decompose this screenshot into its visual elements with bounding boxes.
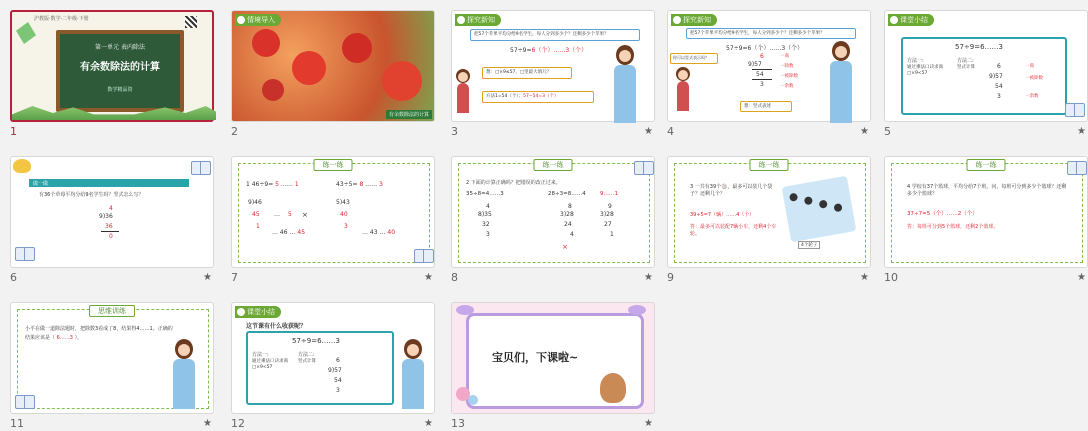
speech-bubble: 你可以竖式表示吗？ bbox=[670, 53, 718, 64]
book-icon bbox=[1065, 103, 1085, 117]
slide-1-top-label: 沪教版·数学·二年级·下册 bbox=[34, 16, 89, 22]
slide-10-canvas: 练一练 4 学校有37个篮球，平均分给7个班，问，每班可分到多少个篮球？还剩多少个篮球？ 37÷7=5（个）……2（个） 答：每班可分到5个篮球，还剩2个篮球。 bbox=[884, 156, 1088, 268]
mascot-icon bbox=[13, 159, 31, 173]
slide-thumb-10[interactable] bbox=[884, 156, 1088, 284]
slide-4-canvas: 探究新知 把57个苹果平均分给9名学生，每人分到多少个？还剩多少个苹果？ 57÷9=6（个）……3（个） 你可以竖式表示吗？ 6 9)57 54 3 一商 一除数 一被除数 一余数 想：竖式表述 bbox=[667, 10, 871, 122]
star-icon[interactable]: ★ bbox=[1077, 272, 1086, 283]
slide-9-title: 练一练 bbox=[750, 159, 789, 171]
apple-image bbox=[292, 51, 326, 85]
slide-12-canvas: 课堂小结 这节课有什么收获呢？ 57÷9=6……3 方法一: 通过乘法口诀求商 □×9<57 方法二: 竖式计算 6 9)57 54 3 bbox=[231, 302, 435, 414]
slide-5-canvas: 课堂小结 57÷9=6……3 方法一: 通过乘法口诀求商 □×9<57 方法二: 竖式计算 6 9)57 54 3 一商 一被除数 一余数 bbox=[884, 10, 1088, 122]
question-text: 小平在做一道除法题时，把除数3看成了8，结果得4……1。正确的结果应该是（ 6……3 ）。 bbox=[25, 326, 173, 341]
slide-number: 3 bbox=[451, 125, 458, 138]
slide-1-title: 有余数除法的计算 bbox=[80, 62, 160, 73]
slide-4-header: 探究新知 bbox=[671, 14, 717, 26]
ruler-icon bbox=[16, 22, 36, 44]
quotient: 6 bbox=[760, 53, 764, 60]
qr-code-icon bbox=[185, 16, 197, 28]
book-icon bbox=[15, 395, 35, 409]
slide-number: 1 bbox=[10, 125, 17, 138]
apple-image bbox=[262, 79, 284, 101]
slide-number: 8 bbox=[451, 271, 458, 284]
equation: 57÷9=6……3 bbox=[292, 337, 340, 345]
slide-2-header: 情境导入 bbox=[235, 14, 281, 26]
end-message: 宝贝们，下课啦~ bbox=[492, 351, 579, 364]
slide-thumb-5[interactable] bbox=[884, 10, 1088, 138]
slide-number: 11 bbox=[10, 417, 24, 430]
slide-number: 7 bbox=[231, 271, 238, 284]
question-text: 3 一共有39个🏐，最多可以装几个袋子？还剩几个？ bbox=[690, 184, 773, 197]
book-icon bbox=[15, 247, 35, 261]
slide-number: 12 bbox=[231, 417, 245, 430]
slide-8-title: 练一练 bbox=[534, 159, 573, 171]
star-icon[interactable]: ★ bbox=[203, 418, 212, 429]
dashed-frame bbox=[238, 163, 430, 263]
slide-number: 4 bbox=[667, 125, 674, 138]
slide-thumb-7[interactable] bbox=[231, 156, 435, 284]
slide-1-canvas bbox=[10, 10, 214, 122]
slide-12-header: 课堂小结 bbox=[235, 306, 281, 318]
slide-13-canvas bbox=[451, 302, 655, 414]
question-text: 把57个苹果平均分给9名学生，每人分到多少个？还剩多少个苹果？ bbox=[474, 32, 609, 37]
slide-8-canvas: 练一练 2 下面的计算正确吗？把错误的改正过来。 35÷8=4……3 28÷3=8……4 9……1 4 8)35 32 3 8 3)28 24 4 × 9 3)28 27 1 bbox=[451, 156, 655, 268]
star-icon[interactable]: ★ bbox=[424, 272, 433, 283]
dividend: 9)57 bbox=[748, 61, 762, 68]
slide-1-subtitle: 数学精品资 bbox=[107, 87, 133, 93]
slide-2-canvas bbox=[231, 10, 435, 122]
slide-number: 10 bbox=[884, 271, 898, 284]
question-text: 4 学校有37个篮球，平均分给7个班，问，每班可分到多少个篮球？还剩多少个篮球？ bbox=[907, 184, 1067, 197]
question-text: 2 下面的计算正确吗？把错误的改正过来。 bbox=[466, 180, 561, 186]
calc-box: 方法1=54（个）；57−54=3（个） bbox=[482, 91, 594, 103]
tag-bar: 做一做 bbox=[29, 179, 189, 187]
apple-image bbox=[252, 29, 280, 57]
book-icon bbox=[1067, 161, 1087, 175]
balloon-icon bbox=[468, 395, 478, 405]
slide-thumb-4[interactable] bbox=[667, 10, 871, 138]
question-text: 这节课有什么收获呢？ bbox=[246, 323, 307, 330]
wheels-image bbox=[782, 176, 857, 243]
slide-number: 9 bbox=[667, 271, 674, 284]
slide-5-header: 课堂小结 bbox=[888, 14, 934, 26]
slide-number: 2 bbox=[231, 125, 238, 138]
book-icon bbox=[414, 249, 434, 263]
slide-thumb-8[interactable] bbox=[451, 156, 655, 284]
slide-number: 6 bbox=[10, 271, 17, 284]
slide-11-canvas bbox=[10, 302, 214, 414]
apple-image bbox=[342, 33, 372, 63]
slide-thumb-12[interactable] bbox=[231, 302, 435, 430]
slide-9-canvas: 练一练 3 一共有39个🏐，最多可以装几个袋子？还剩几个？ 39÷5=7（辆）……4（个） 答：最多可以装配7辆小车，还剩4个车轮。 4个轮子 bbox=[667, 156, 871, 268]
star-icon[interactable]: ★ bbox=[203, 272, 212, 283]
slide-6-canvas: 做一做 有36个草莓平均分给9名学生吗？竖式怎么写？ 4 9)36 36 0 bbox=[10, 156, 214, 268]
equation: 57÷9=6……3 bbox=[955, 43, 1003, 51]
equation: 57÷9=6（个）……3（个） bbox=[726, 45, 804, 52]
slide-7-title: 练一练 bbox=[314, 159, 353, 171]
slide-thumb-13[interactable] bbox=[451, 302, 655, 430]
star-icon[interactable]: ★ bbox=[644, 418, 653, 429]
slide-thumb-11[interactable] bbox=[10, 302, 214, 430]
think-text: 想：竖式表述 bbox=[744, 104, 771, 109]
slide-2-caption: 有余数除法的计算 bbox=[386, 110, 432, 119]
slide-11-title: 思维训练 bbox=[89, 305, 135, 317]
think-box bbox=[482, 67, 572, 79]
apple-image bbox=[382, 61, 422, 101]
slide-10-title: 练一练 bbox=[967, 159, 1006, 171]
equation: 57÷9=6（个）……3（个） bbox=[510, 47, 588, 54]
slide-thumb-2[interactable] bbox=[231, 10, 435, 138]
slide-thumb-6[interactable] bbox=[10, 156, 214, 284]
book-icon bbox=[191, 161, 211, 175]
slide-number: 13 bbox=[451, 417, 465, 430]
question-box bbox=[470, 29, 640, 41]
slide-3-canvas bbox=[451, 10, 655, 122]
chalkboard bbox=[56, 30, 184, 112]
slide-thumb-9[interactable] bbox=[667, 156, 871, 284]
question-text: 有36个草莓平均分给9名学生吗？竖式怎么写？ bbox=[39, 192, 144, 198]
star-icon[interactable]: ★ bbox=[1077, 126, 1086, 137]
monkey-illustration bbox=[600, 373, 626, 403]
slide-number: 5 bbox=[884, 125, 891, 138]
wheel-label: 4个轮子 bbox=[798, 241, 820, 249]
slide-7-canvas: 练一练 1 46÷9= 5 …… 1 43÷5= 8 …… 3 9)46 45 1 … 5 × 5)43 40 3 … 46 … 45 … 43 … 40 bbox=[231, 156, 435, 268]
star-icon[interactable]: ★ bbox=[424, 418, 433, 429]
star-icon[interactable]: ★ bbox=[644, 126, 653, 137]
star-icon[interactable]: ★ bbox=[860, 272, 869, 283]
book-icon bbox=[634, 161, 654, 175]
slide-thumb-3[interactable] bbox=[451, 10, 655, 138]
slide-thumb-1[interactable] bbox=[10, 10, 214, 138]
slide-1-unit: 第一单元 表内除法 bbox=[95, 44, 145, 51]
slide-3-header: 探究新知 bbox=[455, 14, 501, 26]
bow-icon bbox=[628, 305, 646, 315]
question-box: 把57个苹果平均分给9名学生，每人分到多少个？还剩多少个苹果？ bbox=[686, 28, 856, 39]
bow-icon bbox=[456, 305, 474, 315]
think-text: 想：□×9≤57，□里最大填几？ bbox=[486, 70, 552, 75]
star-icon[interactable]: ★ bbox=[860, 126, 869, 137]
star-icon[interactable]: ★ bbox=[644, 272, 653, 283]
